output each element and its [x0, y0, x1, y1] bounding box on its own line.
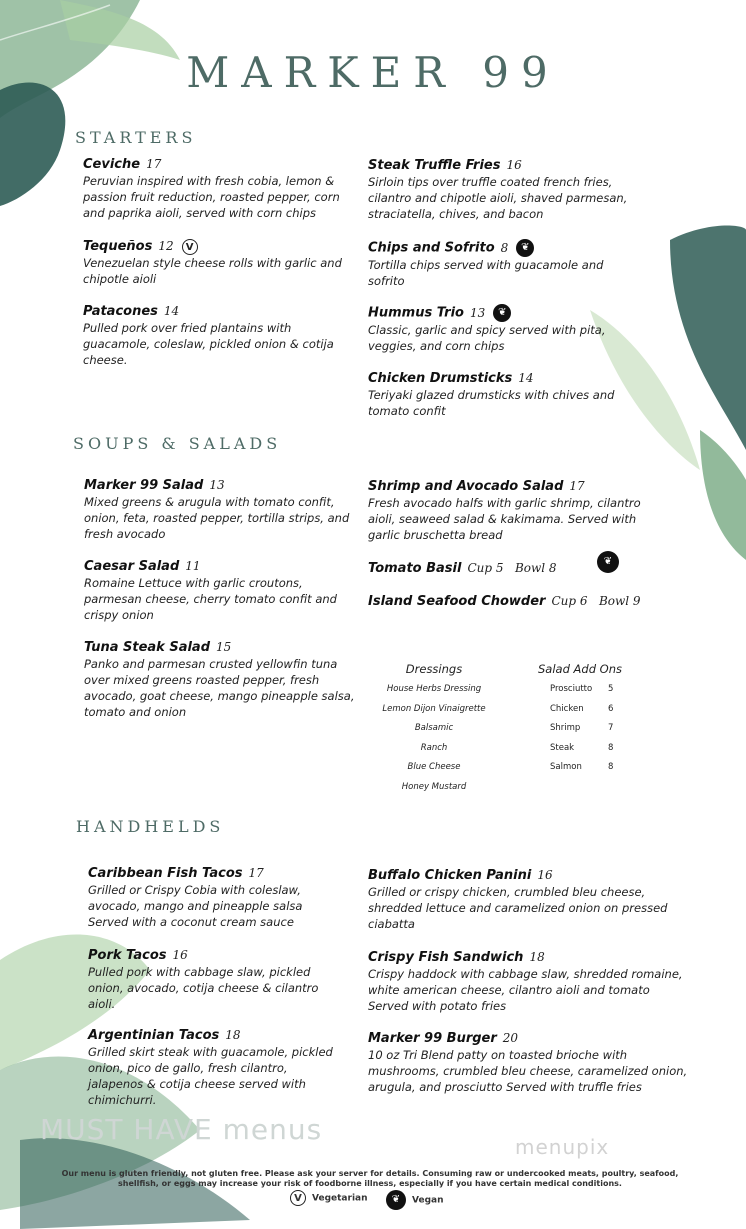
vegan-icon: ❦	[386, 1190, 406, 1210]
item-price: Cup 6 Bowl 9	[551, 594, 641, 608]
dressing-item: Honey Mustard	[401, 781, 467, 792]
item-price: 20	[502, 1031, 519, 1045]
item-price: 13	[469, 305, 486, 320]
item-description: Peruvian inspired with fresh cobia, lemon & passion fruit reduction, roasted pepper, corn and paprika aioli, served with corn chips	[83, 174, 340, 220]
dressing-item: Balsamic	[414, 723, 454, 733]
item-price: 16	[172, 948, 188, 962]
addon-item: Salmon 8	[550, 762, 614, 772]
item-description: 10 oz Tri Blend patty on toasted brioche with mushrooms, crumbled bleu cheese, caramelized onion, arugula, and prosciutto Served with truffle fries	[368, 1048, 688, 1094]
vegan-icon: ❦	[597, 551, 619, 573]
menu-item-tuna-steak-salad	[84, 639, 359, 720]
item-price: 16	[506, 158, 522, 172]
addon-item: Steak 8	[550, 742, 614, 753]
item-name: Pork Tacos	[88, 948, 167, 963]
item-name: Shrimp and Avocado Salad	[368, 479, 564, 494]
item-description: Fresh avocado halfs with garlic shrimp, cilantro aioli, seaweed salad & kakimama. Served with garlic bruschetta bread	[368, 496, 641, 542]
item-name: Marker 99 Burger	[368, 1031, 497, 1046]
menu-item-argentinian-tacos	[88, 1027, 338, 1108]
item-name: Tequeños	[83, 239, 153, 254]
menu-item-caribbean-fish-tacos	[88, 865, 338, 930]
allergen-disclaimer: Our menu is gluten friendly, not gluten free. Please ask your server for details. Consuming raw or undercooked meats, poultry, seafood, shellfish, or eggs may increase your risk of foodborne illness, especially if you have certain medical conditions.	[61, 1169, 679, 1188]
watermark-menupix: menupix	[515, 1135, 610, 1159]
watermark-musthavemenus: MUST HAVE menus	[40, 1113, 323, 1146]
item-description: Mixed greens & arugula with tomato confit, onion, feta, roasted pepper, tortilla strips, and fresh avocado	[84, 495, 350, 541]
menu-item-ceviche	[83, 156, 358, 221]
item-description: Venezuelan style cheese rolls with garlic and chipotle aioli	[83, 256, 342, 286]
legend-vegetarian	[290, 1190, 368, 1206]
menu-item-caesar-salad	[84, 558, 359, 623]
vegetarian-icon: V	[290, 1190, 306, 1206]
item-name: Tomato Basil	[368, 561, 462, 576]
item-description: Grilled or crispy chicken, crumbled bleu cheese, shredded lettuce and caramelized onion on pressed ciabatta	[368, 885, 668, 931]
addons-title: Salad Add Ons	[538, 662, 622, 676]
item-description: Grilled skirt steak with guacamole, pickled onion, pico de gallo, fresh cilantro, jalapenos & cotija cheese served with chimichurri.	[88, 1045, 333, 1107]
section-soups-salads-heading: SOUPS & SALADS	[73, 434, 282, 453]
menu-item-island-seafood-chowder	[368, 593, 668, 610]
item-description: Pulled pork over fried plantains with guacamole, coleslaw, pickled onion & cotija cheese.	[83, 321, 334, 367]
menu-item-steak-truffle-fries	[368, 157, 643, 222]
item-description: Panko and parmesan crusted yellowfin tuna over mixed greens roasted pepper, fresh avocado, goat cheese, mango pineapple salsa, tomato and onion	[84, 657, 355, 719]
item-price: 17	[248, 866, 264, 880]
item-price: 11	[185, 559, 201, 573]
dressings-title: Dressings	[405, 662, 463, 676]
item-price: 13	[209, 478, 225, 492]
vegetarian-icon: V	[182, 239, 198, 255]
item-name: Patacones	[83, 304, 158, 319]
menu-item-marker-99-salad	[84, 477, 359, 542]
menu-item-tomato-basil	[368, 560, 668, 577]
dressing-item: House Herbs Dressing	[386, 684, 482, 694]
item-description: Romaine Lettuce with garlic croutons, parmesan cheese, cherry tomato confit and crispy onion	[84, 576, 337, 622]
legend-vegan	[386, 1190, 444, 1210]
item-name: Crispy Fish Sandwich	[368, 950, 524, 965]
item-name: Steak Truffle Fries	[368, 158, 501, 173]
vegan-icon: ❦	[516, 239, 534, 257]
dressing-item: Lemon Dijon Vinaigrette	[382, 703, 486, 714]
item-name: Hummus Trio	[368, 305, 464, 321]
item-price: 18	[529, 950, 545, 964]
item-description: Classic, garlic and spicy served with pita, veggies, and corn chips	[368, 323, 606, 353]
item-description: Tortilla chips served with guacamole and sofrito	[368, 258, 604, 288]
item-price: 17	[569, 479, 585, 493]
dressings-list	[375, 662, 493, 801]
item-price: 18	[225, 1028, 241, 1042]
item-price: 17	[146, 157, 162, 171]
menu-item-chips-and-sofrito	[368, 239, 643, 289]
dressing-item: Blue Cheese	[407, 762, 461, 772]
item-name: Island Seafood Chowder	[368, 594, 546, 609]
item-price: 14	[518, 371, 534, 385]
addon-item: Shrimp 7	[550, 723, 614, 733]
menu-item-shrimp-avocado-salad	[368, 478, 668, 543]
menu-item-tequenos	[83, 238, 358, 287]
item-price: 16	[537, 868, 553, 882]
item-name: Tuna Steak Salad	[84, 640, 211, 655]
vegan-icon: ❦	[493, 304, 511, 322]
addon-item: Prosciutto 5	[550, 684, 614, 694]
addon-item: Chicken 6	[550, 703, 614, 714]
dressing-item: Ranch	[420, 742, 448, 753]
item-name: Argentinian Tacos	[88, 1028, 220, 1043]
menu-item-chicken-drumsticks	[368, 370, 643, 419]
item-name: Caesar Salad	[84, 559, 180, 574]
menu-item-crispy-fish-sandwich	[368, 949, 688, 1014]
menu-item-patacones	[83, 303, 358, 368]
restaurant-title: MARKER 99	[186, 48, 560, 97]
item-description: Sirloin tips over truffle coated french fries, cilantro and chipotle aioli, shaved parmesan, straciatella, chives, and bacon	[368, 175, 628, 221]
item-name: Chips and Sofrito	[368, 240, 495, 256]
item-description: Grilled or Crispy Cobia with coleslaw, avocado, mango and pineapple salsa Served with a coconut cream sauce	[88, 883, 303, 929]
item-price: 14	[163, 304, 180, 318]
legend-label: Vegetarian	[312, 1193, 368, 1204]
item-description: Pulled pork with cabbage slaw, pickled onion, avocado, cotija cheese & cilantro aioli.	[88, 965, 319, 1011]
section-handhelds-heading: HANDHELDS	[76, 817, 225, 836]
menu-item-marker-99-burger	[368, 1030, 688, 1095]
item-name: Ceviche	[83, 157, 141, 172]
legend-label: Vegan	[412, 1195, 444, 1206]
item-name: Chicken Drumsticks	[368, 371, 513, 386]
menu-item-pork-tacos	[88, 947, 338, 1012]
item-price: Cup 5 Bowl 8	[467, 561, 557, 575]
section-starters-heading: STARTERS	[75, 128, 197, 147]
item-description: Teriyaki glazed drumsticks with chives and tomato confit	[368, 388, 615, 418]
item-price: 15	[216, 640, 232, 654]
salad-addons-list	[538, 662, 648, 782]
item-price: 12	[158, 239, 174, 253]
item-name: Marker 99 Salad	[84, 478, 204, 493]
item-price: 8	[500, 240, 509, 255]
item-name: Buffalo Chicken Panini	[368, 868, 532, 883]
item-name: Caribbean Fish Tacos	[88, 866, 243, 881]
menu-item-hummus-trio	[368, 304, 643, 354]
menu-item-buffalo-chicken-panini	[368, 867, 688, 932]
item-description: Crispy haddock with cabbage slaw, shredded romaine, white american cheese, cilantro aioli and tomato Served with potato fries	[368, 967, 683, 1013]
